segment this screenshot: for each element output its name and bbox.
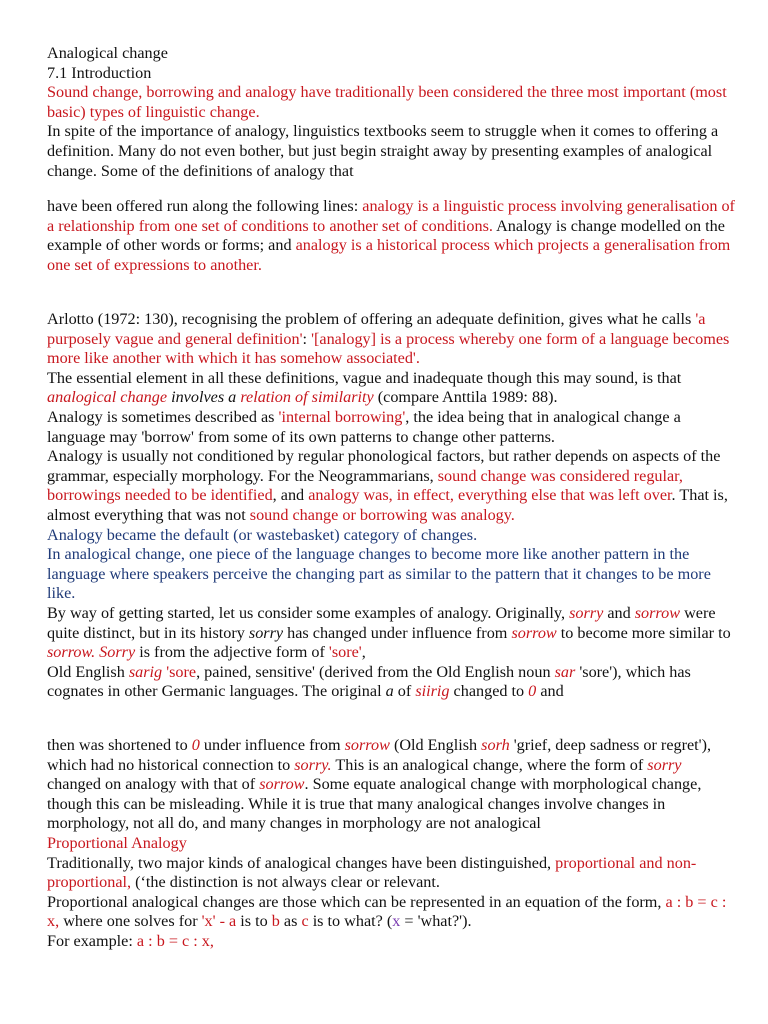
highlight-run: sound change or borrowing was analogy. bbox=[249, 505, 515, 524]
text-run: changed to bbox=[449, 682, 529, 701]
text-run: Arlotto (1972: 130), recognising the problem of offering an adequate definition, gives what he calls bbox=[47, 310, 696, 328]
paragraph-13 bbox=[47, 854, 737, 893]
italic-highlight-run: 0 bbox=[528, 682, 537, 701]
text-run: then was shortened to bbox=[47, 736, 192, 754]
highlight-run: '[analogy] is a process whereby one form of a language becomes more like another with which it has somehow associated'. bbox=[47, 329, 730, 368]
italic-highlight-run: sarig bbox=[128, 662, 163, 681]
section-heading: 7.1 Introduction bbox=[47, 63, 152, 82]
text-run: . That is, almost everything that was not bbox=[47, 486, 728, 524]
highlight-run: 'a purposely vague and general definition' bbox=[47, 310, 706, 348]
text-run: have been offered run along the following lines: bbox=[47, 197, 363, 215]
text-run: 'sore'), which has cognates in other Germanic languages. The original bbox=[47, 662, 691, 701]
paragraph-7 bbox=[47, 447, 737, 525]
highlight-run: b bbox=[271, 912, 280, 931]
text-run: and bbox=[536, 682, 564, 701]
text-run: where one solves for bbox=[59, 912, 202, 931]
paragraph-8: Analogy became the default (or wastebasket) category of changes. bbox=[47, 525, 478, 544]
paragraph-6 bbox=[47, 408, 737, 447]
italic-highlight-run: sar bbox=[554, 662, 576, 681]
italic-highlight-run: analogical change bbox=[47, 388, 168, 407]
text-run: is to bbox=[236, 912, 272, 931]
italic-highlight-run: relation of similarity bbox=[240, 388, 374, 407]
italic-highlight-run: sorrow bbox=[259, 775, 305, 794]
text-run: is to what? ( bbox=[308, 912, 393, 931]
highlight-run: sound change was considered regular, borrowings needed to be identified bbox=[47, 466, 683, 505]
highlight-run: a : b = c : x, bbox=[47, 892, 727, 931]
italic-highlight-run: sorrow bbox=[511, 623, 557, 642]
text-run: For example: bbox=[47, 931, 137, 950]
highlight-run: analogy was, in effect, everything else that was left over bbox=[308, 486, 672, 505]
paragraph-1: Sound change, borrowing and analogy have traditionally been considered the three most important (most basic) types of linguistic change. bbox=[47, 83, 727, 121]
highlight-run: 'sore' bbox=[328, 643, 362, 662]
paragraph-5 bbox=[47, 369, 737, 408]
purple-run: x bbox=[392, 912, 401, 931]
italic-highlight-run: sorrow. Sorry bbox=[47, 643, 136, 662]
text-run: By way of getting started, let us consider some examples of analogy. Originally, bbox=[47, 603, 570, 622]
text-run: : bbox=[302, 329, 312, 348]
text-run: to become more similar to bbox=[556, 623, 731, 642]
text-run: (‘the distinction is not always clear or relevant. bbox=[131, 873, 440, 892]
paragraph-2: In spite of the importance of analogy, linguistics textbooks seem to struggle when it comes to offering a definition. Many do not even bother, but just begin straight away by presenting examples of analogical change. Some of the definitions of analogy that bbox=[47, 122, 719, 180]
text-run: Analogy is usually not conditioned by regular phonological factors, but rather depends on aspects of the grammar, especially morphology. For the Neogrammarians, bbox=[47, 447, 721, 485]
highlight-run: 'sore bbox=[166, 662, 197, 681]
highlight-run: 'x' - a bbox=[201, 912, 237, 931]
block-sorry-sorrow bbox=[47, 736, 737, 952]
paragraph-11 bbox=[47, 663, 737, 702]
text-run: , bbox=[361, 643, 366, 662]
text-run: has changed under influence from bbox=[283, 623, 512, 642]
text-run: 'grief, deep sadness or regret'), which had no historical connection to bbox=[47, 736, 712, 774]
document-title: Analogical change bbox=[47, 44, 168, 62]
highlight-run: analogy is a historical process which projects a generalisation from one set of expressions to another. bbox=[47, 236, 731, 274]
text-run: (compare Anttila 1989: 88). bbox=[373, 388, 558, 407]
text-run: Analogy is sometimes described as bbox=[47, 407, 279, 426]
italic-highlight-run: sorry. bbox=[294, 755, 332, 774]
highlight-run: a : b = c : x, bbox=[136, 931, 214, 950]
text-run: of bbox=[393, 682, 416, 701]
paragraph-3 bbox=[47, 197, 737, 275]
text-run: Traditionally, two major kinds of analogical changes have been distinguished, bbox=[47, 853, 556, 872]
italic-highlight-run: sorry bbox=[647, 755, 682, 774]
text-run: (Old English bbox=[389, 736, 482, 754]
text-run: , pained, sensitive' (derived from the Old English noun bbox=[196, 662, 555, 681]
block-definitions bbox=[47, 197, 737, 275]
italic-highlight-run: sorh bbox=[481, 736, 510, 754]
paragraph-12 bbox=[47, 736, 737, 834]
paragraph-14 bbox=[47, 893, 737, 932]
highlight-run: analogy is a linguistic process involving generalisation of a relationship from one set of conditions to another set of conditions. bbox=[47, 197, 735, 235]
text-run: were quite distinct, but in its history bbox=[47, 603, 716, 642]
paragraph-15 bbox=[47, 932, 737, 952]
text-run: under influence from bbox=[199, 736, 345, 754]
heading-proportional-analogy: Proportional Analogy bbox=[47, 833, 187, 852]
text-run: changed on analogy with that of bbox=[47, 775, 260, 794]
text-run: Old English bbox=[47, 662, 129, 681]
text-run: , the idea being that in analogical change a language may 'borrow' from some of its own patterns to change other patterns. bbox=[47, 407, 681, 446]
paragraph-10 bbox=[47, 604, 737, 663]
highlight-run: c bbox=[301, 912, 309, 931]
text-run: as bbox=[279, 912, 302, 931]
italic-highlight-run: sorry bbox=[569, 603, 604, 622]
italic-run: sorry bbox=[248, 623, 284, 642]
text-run: = 'what?'). bbox=[400, 912, 472, 931]
text-run: Analogy is change modelled on the example of other words or forms; and bbox=[47, 216, 725, 255]
text-run: Proportional analogical changes are those which can be represented in an equation of the form, bbox=[47, 892, 666, 911]
text-run: The essential element in all these definitions, vague and inadequate though this may sound, is that bbox=[47, 368, 682, 387]
italic-highlight-run: sorrow bbox=[344, 736, 390, 754]
block-intro bbox=[47, 44, 737, 181]
paragraph-9: In analogical change, one piece of the language changes to become more like another pattern in the language where speakers perceive the changing part as similar to the pattern that it changes to be more like. bbox=[47, 545, 711, 603]
text-run: This is an analogical change, where the form of bbox=[331, 755, 648, 774]
highlight-run: proportional and non-proportional, bbox=[47, 853, 697, 892]
highlight-run: 'internal borrowing' bbox=[278, 407, 406, 426]
paragraph-4 bbox=[47, 310, 737, 369]
italic-run: a bbox=[385, 682, 394, 701]
italic-highlight-run: sorrow bbox=[634, 603, 681, 622]
italic-highlight-run: 0 bbox=[191, 736, 200, 754]
italic-highlight-run: siirig bbox=[415, 682, 450, 701]
text-run: and bbox=[603, 603, 635, 622]
text-run: , and bbox=[272, 486, 309, 505]
italic-run: involves a bbox=[167, 388, 241, 407]
text-run: is from the adjective form of bbox=[135, 643, 329, 662]
text-run: . Some equate analogical change with morphological change, though this can be misleading. While it is true that many analogical changes involve changes in morphology, not all do, and many changes in morphology are not analogical bbox=[47, 775, 702, 833]
block-arlotto bbox=[47, 310, 737, 702]
